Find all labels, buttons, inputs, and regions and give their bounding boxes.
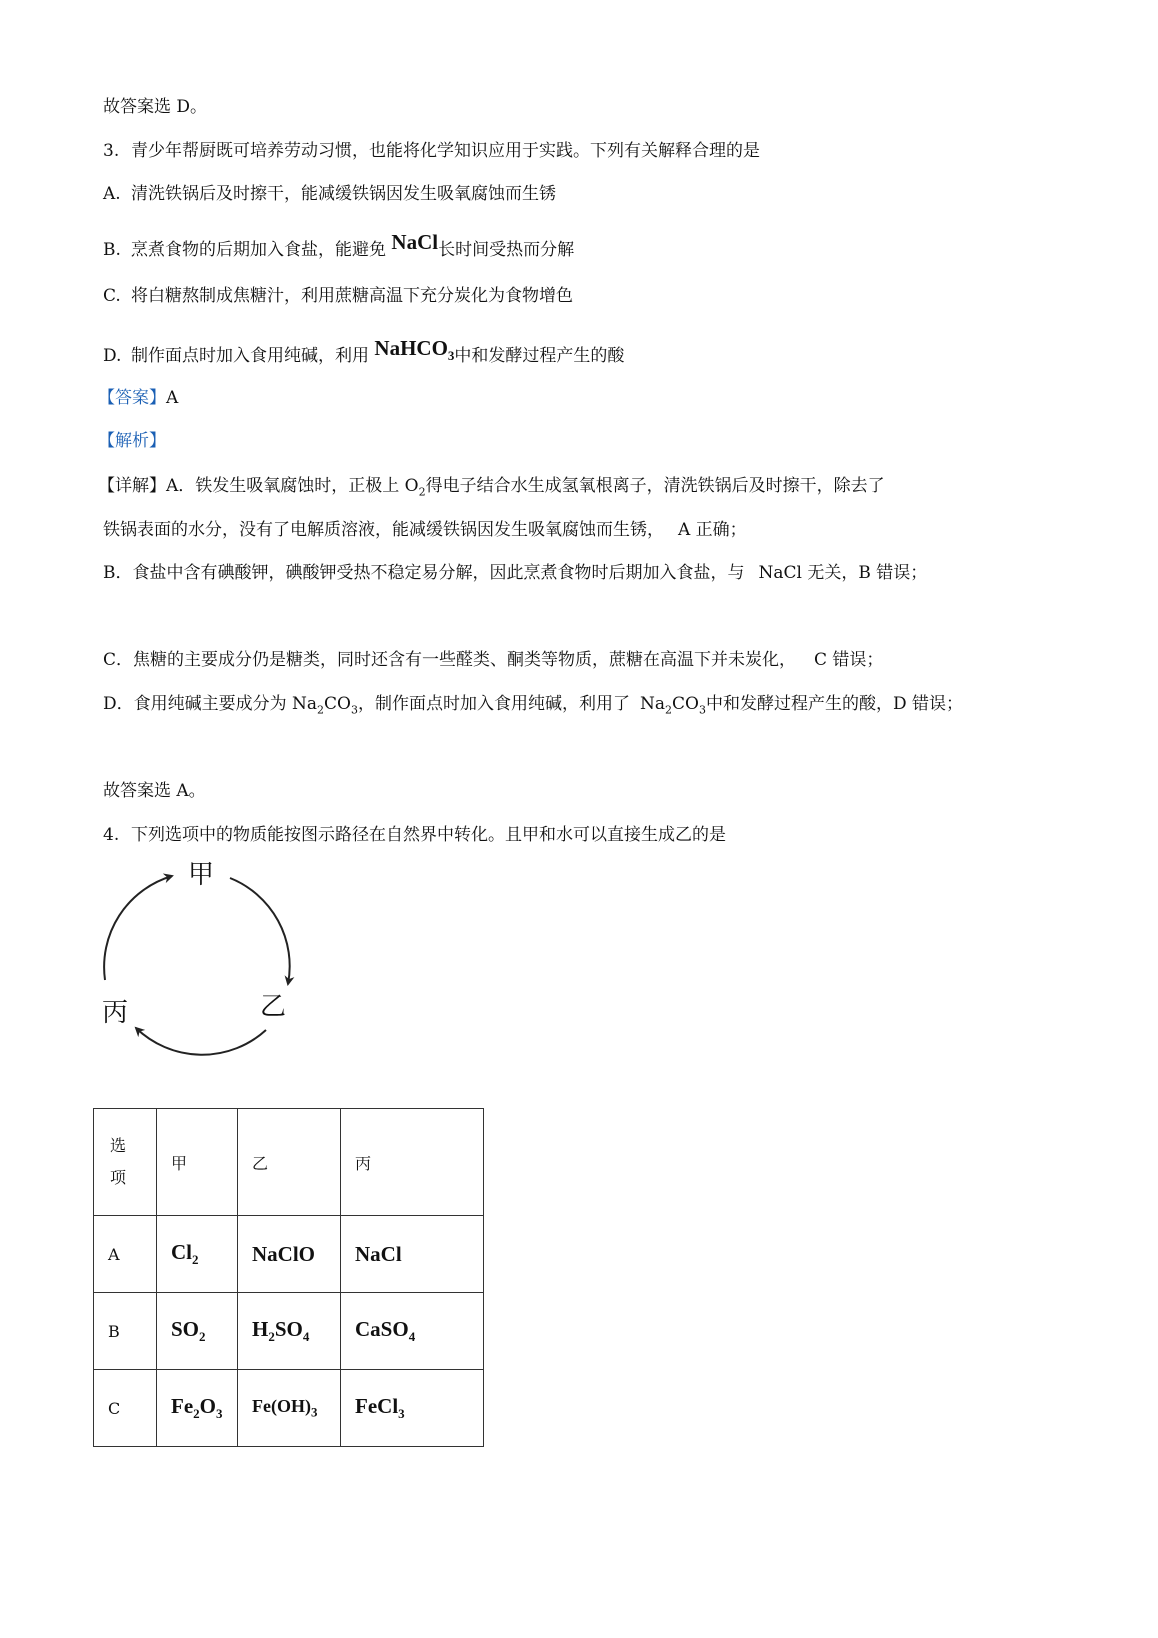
detail-a-line2: 铁锅表面的水分，没有了电解质溶液，能减缓铁锅因发生吸氧腐蚀而生锈， A 正确； <box>103 520 747 540</box>
question-text: 下列选项中的物质能按图示路径在自然界中转化。且甲和水可以直接生成乙的是 <box>131 825 726 845</box>
arrow-jia-to-yi <box>230 878 290 984</box>
cycle-diagram <box>90 860 320 1080</box>
cell-jia: $Cl_2$ <box>157 1216 238 1293</box>
question-number: 4. <box>103 825 120 845</box>
option-d <box>103 336 625 374</box>
cycle-label-yi: 乙 <box>260 992 287 1022</box>
cell-yi: NaClO <box>238 1216 341 1293</box>
cell-bing: CaSO$_4$ <box>341 1293 484 1370</box>
arrow-yi-to-bing <box>136 1028 266 1055</box>
detail-b: B．食盐中含有碘酸钾，碘酸钾受热不稳定易分解，因此烹煮食物时后期加入食盐，与 NaCl 无关，B 错误； <box>103 563 928 583</box>
arrow-bing-to-jia <box>104 876 172 980</box>
cell-bing: NaCl <box>341 1216 484 1293</box>
options-table <box>93 1108 484 1447</box>
detail-a-line1: 【详解】A．铁发生吸氧腐蚀时，正极上 $O_2$得电子结合水生成氢氧根离子，清洗铁锅后及时擦干，除去了 <box>98 476 885 499</box>
analysis-tag: 【解析】 <box>98 431 166 451</box>
option-text-pre: 烹煮食物的后期加入食盐，能避免 <box>131 240 386 260</box>
cell-yi: $H_2SO_4$ <box>238 1293 341 1370</box>
formula-nahco3: NaHCO$_3$ <box>374 336 455 364</box>
option-label: C. <box>103 286 121 306</box>
row-option: B <box>94 1293 157 1370</box>
cell-jia: $Fe_2O_3$ <box>157 1370 238 1447</box>
answer-value: A <box>166 388 179 408</box>
cycle-arrows <box>90 870 320 1080</box>
cycle-label-jia: 甲 <box>188 860 215 890</box>
cell-bing: FeCl$_3$ <box>341 1370 484 1447</box>
row-option: A <box>94 1216 157 1293</box>
question-number: 3. <box>103 141 120 161</box>
header-bing: 丙 <box>341 1109 484 1216</box>
question-3-stem <box>103 139 760 163</box>
header-option: 选 项 <box>94 1109 157 1216</box>
answer-tag: 【答案】 <box>98 388 166 408</box>
option-label: A. <box>103 184 121 204</box>
table-row <box>94 1293 484 1370</box>
header-jia: 甲 <box>157 1109 238 1216</box>
option-text-pre: 制作面点时加入食用纯碱，利用 <box>131 346 369 366</box>
option-label: B. <box>103 240 121 260</box>
option-a <box>103 182 556 206</box>
detail-d: D．食用纯碱主要成分为 $Na_2CO_3$，制作面点时加入食用纯碱，利用了 $Na_2CO_3$中和发酵过程产生的酸，D 错误； <box>103 694 964 717</box>
table-header-row <box>94 1109 484 1216</box>
header-yi: 乙 <box>238 1109 341 1216</box>
cycle-label-bing: 丙 <box>102 998 129 1028</box>
question-4-stem <box>103 823 726 847</box>
option-label: D. <box>103 346 122 366</box>
prev-conclusion: 故答案选 D。 <box>103 97 208 117</box>
option-text: 将白糖熬制成焦糖汁，利用蔗糖高温下充分炭化为食物增色 <box>131 286 573 306</box>
option-text: 清洗铁锅后及时擦干，能减缓铁锅因发生吸氧腐蚀而生锈 <box>131 184 556 204</box>
option-text-post: 中和发酵过程产生的酸 <box>454 346 625 366</box>
detail-tag: 【详解】 <box>98 476 166 496</box>
cell-yi: $Fe(OH)_3$ <box>238 1370 341 1447</box>
question-text: 青少年帮厨既可培养劳动习惯，也能将化学知识应用于实践。下列有关解释合理的是 <box>131 141 760 161</box>
formula-nacl: NaCl <box>391 230 439 254</box>
table-row <box>94 1370 484 1447</box>
cell-jia: $SO_2$ <box>157 1293 238 1370</box>
answer-line <box>98 386 178 410</box>
option-text-post: 长时间受热而分解 <box>438 240 575 260</box>
row-option: C <box>94 1370 157 1447</box>
option-c <box>103 284 573 308</box>
detail-c: C．焦糖的主要成分仍是糖类，同时还含有一些醛类、酮类等物质，蔗糖在高温下并未炭化， C 错误； <box>103 650 884 670</box>
table-row <box>94 1216 484 1293</box>
conclusion: 故答案选 A。 <box>103 781 206 801</box>
option-b <box>103 230 575 262</box>
